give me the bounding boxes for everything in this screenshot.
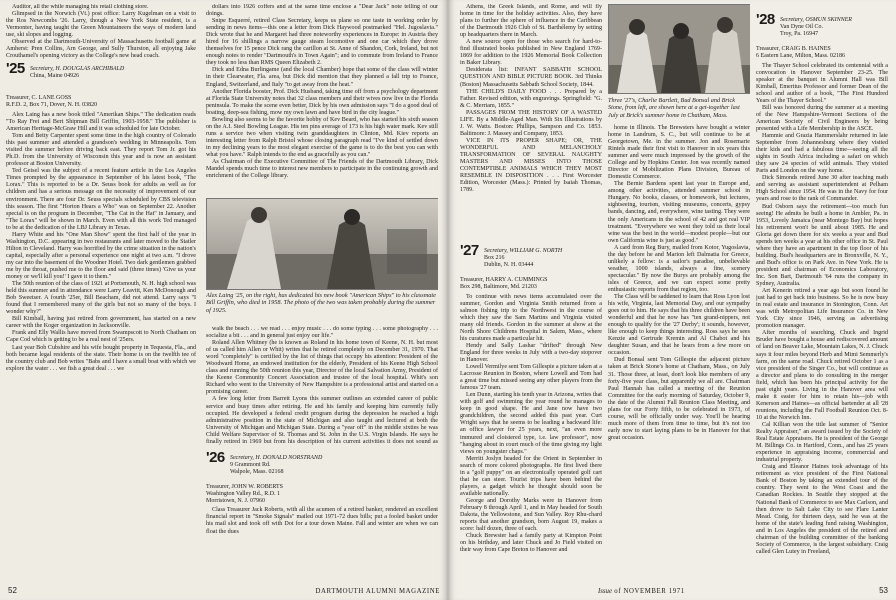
class-address: Box 216 Dublin, N. H. 03444 — [484, 255, 534, 268]
paragraph: THE CHILD'S DAILY FOOD . . . Prepared by a Father. Revised edition, with engravings. Springfield: "G. & C. Merriam, 1855." — [460, 88, 602, 109]
paragraph: dollars into 1926 coffers and at the same time enclose a "Dear Jack" note telling of our doings. — [206, 4, 438, 18]
col3-body-text — [460, 294, 602, 555]
paragraph: Frank and Elly Wallis have moved from Swampscott to North Chatham on Cape Cod which is getting to be a real nest of '25ers. — [6, 330, 196, 344]
paragraph: The 50th reunion of the class of 1921 at Portsmouth, N. H. high school was held this summer and in attendance were Larry Leavitt, Ken McDonough and Bob Sweetser. A fourth '25er, Bill Beacham, did not attend. Larry says "I found that I remembered many of the girls but not so many of the boys. I wonder why?" — [6, 281, 196, 316]
paragraph: Roland Allen Whitney (he is known as Roland in his home town of Keene, N. H. but most of us called him Allen or Whit) writes that he retired completely on December 31, 1970. That word "completely" is certified by the list of things that occupy his attention: President of the Woodward Home, an endowed institution for the elderly, President of his Keene High School class and running the 50th reunion this year, Director of the local Salvation Army, President of the Keene Community Concert Association and trustee of the local hospital. Whit's son Richard who went to the University of New Hampshire is a professional artist and started on a promising career. — [206, 340, 438, 396]
class-address: China, Maine 04926 — [30, 73, 80, 80]
paragraph: Bowling also seems to be the favorite hobby of Kev Beard, who has started his sixth season on the A.I. Steel Bowling League. His ten pins average of 173 is his high water mark. Kev still runs a service two when visiting twin granddaughters in Clinton, Md. Kiev reports an interesting letter from Ralph Bristol whose closing paragraph read "I've kind of settled down in my declining years to the most elegant exercise of the game is to do the best you can with what you have." Ralph intends to the end as gracefully as you can." — [206, 116, 438, 158]
paragraph: Harry White and his "One Man Show" spent the first half of the year in Washington, D.C. appearing in two restaurants and later moved to the Statler Hilton in Cleveland. Harry was horrified by the crime situation in the nation's capital, especially after a personal experience one night at two a.m. "I drove my car into the basement of the Woodner Hotel. Two dark gentlemen grabbed me by the throat, pushed me to the floor and said (three times) 'Give us your money or we'll kill you!' I gave it to them." — [6, 231, 196, 281]
paragraph: home in Illinois. The Brewsters have bought a winter home in Landrum, S. C., but will continue to be at Georgetown, Me. in the summer. Jon and Rosemarie Rintels made their first visit to Hanover in six years this summer and were much impressed by the growth of the College and by Hopkins Center. Jon was recently named Director of Mobilization Plans Division, Bureau of Domestic Commerce. — [608, 124, 750, 181]
paragraph: Bill Kimball, having just retired from government, has started on a new career with the Koger organization in Jacksonville. — [6, 316, 196, 330]
left-column-1 — [6, 4, 196, 578]
paragraph: Desiderata list: INFANT SABBATH SCHOOL QUESTION AND BIBLE PICTURE BOOK. 3rd Thinks (Boston) Massachusetts Sabbath School Society, 1844. — [460, 67, 602, 88]
treasurer-address: Washington Valley Rd., R.D. 1 Morristown, N. J. 07960 — [206, 490, 281, 504]
paragraph: VICE IN ITS PROPER SHAPE; OR, THE WONDERFUL AND MELANCHOLY TRANSFORMATION OF SEVERAL NAUGHTY MASTERS AND MISSES INTO THOSE CONTEMPTIBLE ANIMALS WHICH THEY MOST RESEMBLE IN DISPOSITION . . . First Worcester Edition, Worcester (Mass.): Printed by Isaiah Thomas, 1789. — [460, 137, 602, 194]
paragraph: Craig and Eleanor Haines took advantage of his retirement as vice president of the First National Bank of Boston by taking an extended tour of the country. They went to the West Coast and the Canadian Rockies. In Seattle they stopped at the National Bank of Commerce to see Max Carlson, and then drove to Salt Lake City to see Flare Lanter Mead. Craig, for thirteen days, said he was at the home of the state's leading fund raising Washington, and in Los Angeles the president of the retired and chairman of the building committee of the banking Society of Commerce, is the largest subsidiary. Craig called Glen Lutey in Freeland, — [756, 464, 888, 555]
paragraph: Another Florida booster, Prof. Dick Husband, taking time off from a psychology department at Florida State University notes that 32 class members and their wives now live in the Florida peninsula. To make the scene even better, Dick by his own admission says "I do a good deal of boating, deep-sea fishing, mow my own lawn and have bird in the city league." — [206, 88, 438, 116]
class-secretary: Secretary, OSMUN SKINNER — [780, 17, 852, 23]
paragraph: The Thayer School celebrated its centennial with a convocation in Hanover September 23-25. The speaker at the banquet in Alumni Hall was Bill Kimball, Emeritus Professor and former Dean of the school and author of a book, "The First Hundred Years of the Thayer School." — [756, 62, 888, 104]
right-column-3 — [756, 4, 888, 578]
paragraph: Cal Killian won the title last summer of "Senior Realty Appraiser," an award issued by the Society of Real Estate Appraisers. He is president of the George M. Billings Co. in Hartford, Conn., and has 25 years experience in appraising income, commercial and industrial property. — [756, 421, 888, 464]
paragraph: Len Dunn, starting his tenth year in Arizona, writes that with golf and swimming the year round he manages to keep in good shape. He and Jane now have two grandchildren, the second added this past year. Curt Wright says that he seems to be leading a backward life: an office lawyer for 25 years, next, "an even more immured and cloistered type, i.e. law professor", now "hanging about in court much of the time giving my light views on youngster chaps." — [460, 392, 602, 455]
paragraph: Chuck Brewster had a family party at Kimpton Point on his birthday, and later Chuck and Jo Field visited on their way from Cape Breton to Hanover and — [460, 533, 602, 554]
paragraph: The Bernie Bardens spent last year in Europe and, among other activities, attended summer school in Hungary. No books, classes, or homework, but lectures, sightseeing, tourism, visiting museums, concerts, gypsy bands, dancing, and, everywhere, wine tasting. They were the only Americans in the school of 42 and got real VIP treatment. "Everywhere we went they told us their local wine was the best in the world—modest people—but our own California wine is just as good." — [608, 181, 750, 244]
magazine-footer: DARTMOUTH ALUMNI MAGAZINE — [315, 588, 440, 595]
paragraph: A card from Reg Bury, mailed from Kotor, Yugoslavia, the day before he and Marion left Dalmatia for Greece, unlikely a fellow: is a sailor's paradise, unbelievable weather, 1000 islands, always a fine, scenery spectacular." By now the Burys are probably among the isles of Greece, and we can expect some pretty enthusiastic reports from that region, too. — [608, 244, 750, 293]
left-column-2 — [206, 4, 438, 578]
class-25-treasurer — [6, 95, 196, 109]
class-year: '26 — [206, 449, 225, 466]
right-column-1 — [460, 4, 602, 578]
class-secretary: Secretary, H. DONALD NORSTRAND — [230, 455, 323, 461]
paragraph: Class Treasurer Jack Roberts, with all the acumen of a retired banker, rendered an excellent financial report in "Smoke Signals" mailed out 1971-72 dues bills; put a fooled basket under his mail slot and took off with Dot for a tour down Maine. Fall and winter are when we can float the dues — [206, 507, 438, 535]
class-28-header — [756, 11, 888, 42]
treasurer-name: Treasurer, C. LANE GOSS — [6, 95, 72, 102]
class-year: '25 — [6, 60, 25, 78]
paragraph: Last year Bob Cubshire and his wife bought property in Tequesta, Fla., and both became legal residents of the state. Their home is on the twelfth tee of the country club and Bob writes "Babs and I have a small boat with which we explore the water . . . we fish a great deal . . . we — [6, 344, 196, 372]
treasurer-address: R.F.D. 2, Box 71, Dover, N. H. 03820 — [6, 102, 98, 109]
paragraph: Bud Osborn says the retirement—too much fun seeing! He admits he built a home in Ambler, Pa. in 1953, Lovely Jamaica (near Montego Bay) but hopes his retirement won't be until about 1985. He and Gloria get down there for six weeks a year and Bud spends ten weeks a year at his other office in St. Paul where they have an apartment in the top floor of his building. Bud's headquarters are in Bronxville, N. Y., and Bud's office is on Park Ave. in New York. He is president and chairman of Economics Laboratory, Inc. Son Bart, Dartmouth '64 runs the company in Sydney, Australia. — [756, 203, 888, 288]
paragraph: Auditor, all the while managing his retail clothing store. — [12, 4, 149, 10]
right-column-2 — [608, 4, 750, 578]
class-year: '28 — [756, 11, 775, 28]
paragraph: Observed at the Dartmouth-University of Massachusetts football game at Amherst: Pren Collins, Arn George, and Sully Thurston, all enjoying Jake Crouthamel's opening victory as the College's new head coach. — [6, 39, 196, 60]
col3-top-text — [460, 4, 602, 242]
paragraph: Glimpsed in the Norwich (Vt.) post office: Larry Kugelman on a visit to the Ros Newcombs '26. Larry, though a New York State resident, is a Vermonter, having taught the Green Mountaineers the ways of modern land use, ski slopes and logging. — [6, 11, 196, 39]
right-page — [448, 0, 896, 600]
col1-body-text — [6, 112, 196, 373]
paragraph: Alex Laing has a new book titled "Amerikan Ships." The dedication reads "To Ray Frei and Bert Shipman Bill Griffin, 1903-1958." The publisher is American Heritage-McGraw Hill and it was scheduled for late October. — [6, 111, 196, 133]
class-27-header — [460, 242, 602, 273]
paragraph: After months of searching, Chuck and Ingrid Bruder have bought a house and rediscovered amount of land on Beaver Lake, Mountain Lakes, N. J. Chuck says it four miles beyond Herb and Mimi Semmerly's farm, on the same road. Chuck retired October 1 as a vice president of the Singer Co., but will continue as a director and plans to do consulting in the merger field, which has been his principal activity for the past eight years. Living in the Hanover area will make it easier for him to retain his—job with Kenerson and Haines—as official bartender at all '28 reunions, including the Fall Football Reunion Oct. 8-10 at the Norwich Inn. — [756, 330, 888, 421]
page-number-left: 52 — [8, 586, 17, 595]
class-26-header — [206, 449, 438, 480]
paragraph: Athens, the Greek Islands, and Rome, and will fly home in time for the holiday activities. Also, they have plans to further the sphere of influence in the Caribbean of the Dartmouth 1926 Club of St. Barthélemy by setting up headquarters there in March. — [460, 4, 602, 39]
photo-caption-laing: Alex Laing '25, on the right, has dedicated his new book "American Ships" to his classmate Bill Griffin, who died in 1958. The photo of the two was taken probably during the summer of 1925. — [206, 292, 436, 314]
paragraph: As Chairman of the Executive Committee of The Friends of the Dartmouth Library, Dick Mandel spends much time to interest new members to participate in the continuing growth and enrichment of the College library. — [206, 159, 438, 180]
issue-date: of NOVEMBER 1971 — [614, 588, 685, 595]
treasurer-address: Box 298, Baltimore, Md. 21203 — [460, 283, 537, 290]
treasurer-name: Treasurer, JOHN W. ROBERTS — [206, 484, 284, 490]
paragraph: A few long letter from Barrett Lyons this summer outlines an extended career of public service and busy times after retiring. He and his family and keeping him currently fully occupied. He developed a federal credit program during the depression he reached a high administrative position in the state of Michigan and also taught and lectured at both the University of Michigan and Michigan State. During a "year off" in the middle sixties he was Child Welfare Supervisor of St. Thomas and St. John in the U.S. Virgin Islands. He says he finally retired in 1969 but from his description of his current activities it does not sound as — [206, 396, 438, 445]
class-secretary: Secretary, H. DOUGLAS ARCHIBALD — [30, 66, 125, 73]
photo-caption-27s: Three '27's, Charlie Bartlett, Bud Bonsal and Brick Stone, from left, are shown here at a get-together last July at Brick's summer home in Chatham, Mass. — [608, 97, 740, 119]
class-26-block — [206, 449, 438, 536]
class-year: '27 — [460, 242, 479, 259]
alumni-photo-laing-griffin — [206, 198, 438, 290]
col2-end-text — [206, 507, 438, 535]
treasurer-address: 6 Eastern Lane, Milton, Mass. 02186 — [756, 52, 845, 59]
paragraph: A new source open for those who search for hard-to-find illustrated books published in New England 1769-1869 for addition to the 1926 Memorial Book Collection in Baker Library. — [460, 39, 602, 67]
paragraph: Merritt Joslyn headed for the Orient in September in search of more colored photographs. He first lived there in a "golf puppy" on an electronically operated golf cart that he can steer. Tourist trips have been behind the players, a gadget which he thought should soon be available nationally. — [460, 455, 602, 497]
paragraph: Dick Simonds retired June 30 after teaching math and serving as assistant superintendent at Pelham High School since 1954. He was in the Navy for four years and rose to the rank of Commander. — [756, 175, 888, 203]
paragraph: Dud Bonsal sent Tom Gillespie the adjacent picture taken at Brick Stone's home at Chatham, Mass., on July 31. Those three, at least, don't look like members of any forty-five year class, but apparently we all are. Chairman Paul Hannah has called a meeting of the Reunion Committee for the early morning of Saturday, October 9, the date of the Alumni Fall Reunion Class Meeting, and plans for our Forty fifth, to be celebrated in 1973, of course, will be officially under way. You'll be hearing much more of them from time to time, but it's not too early now to start laying plans to be in Hanover for that great occasion. — [608, 357, 750, 441]
paragraph: To continue with news items accumulated over the summer, Gordon and Virginia Smith returned from a salmon fishing trip to the Northwest in the course of which they saw the Sam Martins and Virginia visited many old friends. Gordon in the summer at show at the North Shore Childrens Hospital in Salem, Mass., where his curatures made a particular hit. — [460, 293, 602, 342]
class-address: 9 Grammont Rd. Walpole, Mass. 02168 — [230, 462, 284, 475]
paragraph: Lowell Vermilye sent Tom Gillespie a picture taken at a Lacrosse Reunion in Boston, where Lowell and Tom had a great time but missed seeing any other players from the famous '27 team. — [460, 364, 602, 392]
paragraph: Ted Geisel was the subject of a recent feature article in the Los Angeles Times prompted by the appearance in September of his latest book, "The Lorax." This is reported to be a Dr. Seuss book for adults as well as for children and has a serious message on the necessity of improvement of our environment. There are four Dr. Seuss specials scheduled by CBS television this season. The first "Horton Hears a Who" was on September 22. Another special is on the program in December, "The Cat in the Hat" in January, and "The Lorax" will be shown in March. Even with all this work Ted managed to be at the dedication of the LBJ Library in Texas. — [6, 168, 196, 231]
paragraph: Hendy and Sally Lashar "drifted" through New England for three weeks in July with a two-day stopover in Hanover. — [460, 342, 602, 364]
issue-footer — [598, 588, 685, 595]
page-number-right: 53 — [879, 586, 888, 595]
paragraph: Art Kenerin retired a year ago but soon found he just had to get back into business. So he is now busy in real estate and insurance in Stonington, Conn. Art was with Metropolitan Life Insurance Co. in New York City since 1946, serving as advertising promotion manager. — [756, 288, 888, 330]
paragraph: walk the beach . . . we read . . . enjoy music . . . do some typing . . . some photography . . . socialize a bit . . . and in general just enjoy our life." — [206, 326, 438, 340]
class-address: Van Dyne Oil Co. Troy, Pa. 16947 — [780, 24, 823, 37]
col5-body-text — [756, 63, 888, 556]
paragraph: Bill was honored during the summer at a meeting of the New Hampshire-Vermont Sections of the American Society of Civil Engineers by being presented with a Life Membership in the ASCE. — [756, 104, 888, 133]
col4-body-text — [608, 125, 750, 442]
paragraph: The Class will be saddened to learn that Ross Lyon lost his wife, Virginia, last Memorial Day, and our sympathy goes out to him. He says that his three children have been wonderful and that he now has "ten grand-nippers, not enough to qualify for the '27 Derby'; it sounds, however, like enough to keep things interesting. Ross says he sees Kenzie and Gertrude Kremin and Al Chabot and his daughter Susan, and that he hears from a few more on occasion. — [608, 294, 750, 357]
col1-top-text — [6, 4, 196, 60]
treasurer-name: Treasurer, HARRY A. CUMMINGS — [460, 277, 548, 283]
paragraph: Dick and Edna Burlingame (and the local Chamber) hope that some of the class will winter in their Clearwater, Fla. area, but Dick did mention that they planned a fall trip to France, England, Switzerland, and Italy "to get away from the heat." — [206, 67, 438, 88]
class-28-treasurer — [756, 46, 888, 60]
paragraph: Tom and Betty Carpenter spent some time in the high country of Colorado this past summer and attended a grandson's wedding in Minneapolis. Tom visited the summer before driving back east. They report Tom Jr. got his Ph.D. from the University of Wisconsin this year and is now an assistant professor at Boston University. — [6, 133, 196, 168]
class-26-treasurer — [206, 484, 438, 504]
class-27-treasurer — [460, 277, 602, 291]
treasurer-name: Treasurer, CRAIG B. HAINES — [756, 46, 831, 52]
paragraph: PASSAGES FROM THE HISTORY OF A WASTED LIFE. By a Middle-Aged Man. With Six Illustrations by J. W. Watts. Boston: Phillips, Sampson and Co. 1853. Baltimore: J. Massey and Company, 1853. — [460, 109, 602, 137]
paragraph: Snipe Esquerré, retired Class Secretary, keeps us plane so one taste in working order by sending in news items—this one a letter from Dick Haywood postmarked "Hel. Jugoslavia." Dick wrote that he and Margaret had three noteworthy experiences in Europe: in Austria they hired for 16 shillings a narrow gauge steam locomotive and one car which they drove themselves for 15 pence Dick rang the carillon at St. Anne of Shandon, Cork, Ireland, but not enough notes to render "Dartmouth's in Town Again"; and to commute from Ireland to France they took no less than RMS Queen Elizabeth 2. — [206, 18, 438, 67]
issue-label: Issue — [598, 588, 612, 595]
class-secretary: Secretary, WILLIAM G. NORTH — [484, 248, 563, 254]
alumni-photo-three-27s — [608, 4, 750, 94]
col2-bottom-text — [206, 326, 438, 446]
col2-top-text — [206, 4, 438, 192]
paragraph: Hammie and Grazia Hammerslahr returned in late September from Johannesburg where they visited their kids and had a fabulous time—seeing all the sights in South Africa including a safari on which they saw 24 species of wild animals. They visited Paris and London on the way home. — [756, 133, 888, 175]
paragraph: George and Dorothy Marks were in Hanover from February 8 through April 1, and in May headed for South Dakota, the Yellowstone, and Sun Valley. Roy Rhu-chard reports that another grandson, born August 19, makes a score: half dozen, three of each. — [460, 497, 602, 533]
class-25-header — [6, 60, 196, 91]
